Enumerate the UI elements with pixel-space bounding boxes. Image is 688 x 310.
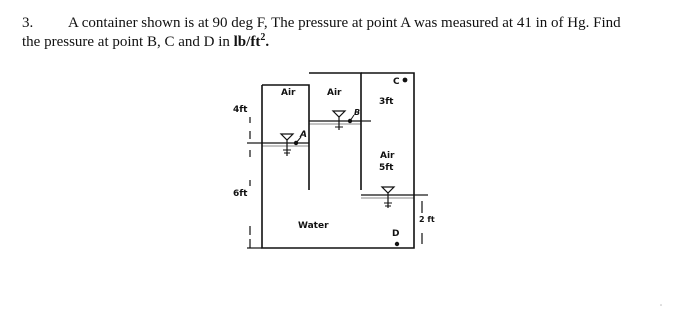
label-air-right: Air [380,151,395,161]
pressure-units-base: lb/ft [233,34,261,50]
free-surface-symbols [281,111,394,208]
water-surface-icon [281,134,293,156]
pressure-units-period: . [265,34,270,50]
problem-text-line2: the pressure at point B, C and D in [22,34,234,50]
point-c-dot [403,78,408,83]
label-2ft: 2 ft [419,215,435,224]
problem-text-line1: A container shown is at 90 deg F, The pressure at point A was measured at 41 in of Hg. Find [68,15,621,31]
dimension-lines [247,117,428,248]
label-point-c: C [393,77,400,87]
label-air-left: Air [281,88,296,98]
point-d-dot [395,242,399,246]
label-point-d: D [392,229,400,239]
label-3ft: 3ft [379,97,394,107]
label-point-a: A [300,130,307,140]
pressure-units-exponent: 2 [260,32,266,43]
label-air-middle: Air [327,88,342,98]
water-surface-icon [382,187,394,208]
label-6ft: 6ft [233,189,248,199]
scan-speck [660,304,662,306]
label-water: Water [298,221,329,231]
label-5ft: 5ft [379,163,394,173]
problem-number: 3. [22,15,34,31]
label-point-b: B [354,108,361,117]
label-4ft: 4ft [233,105,248,115]
